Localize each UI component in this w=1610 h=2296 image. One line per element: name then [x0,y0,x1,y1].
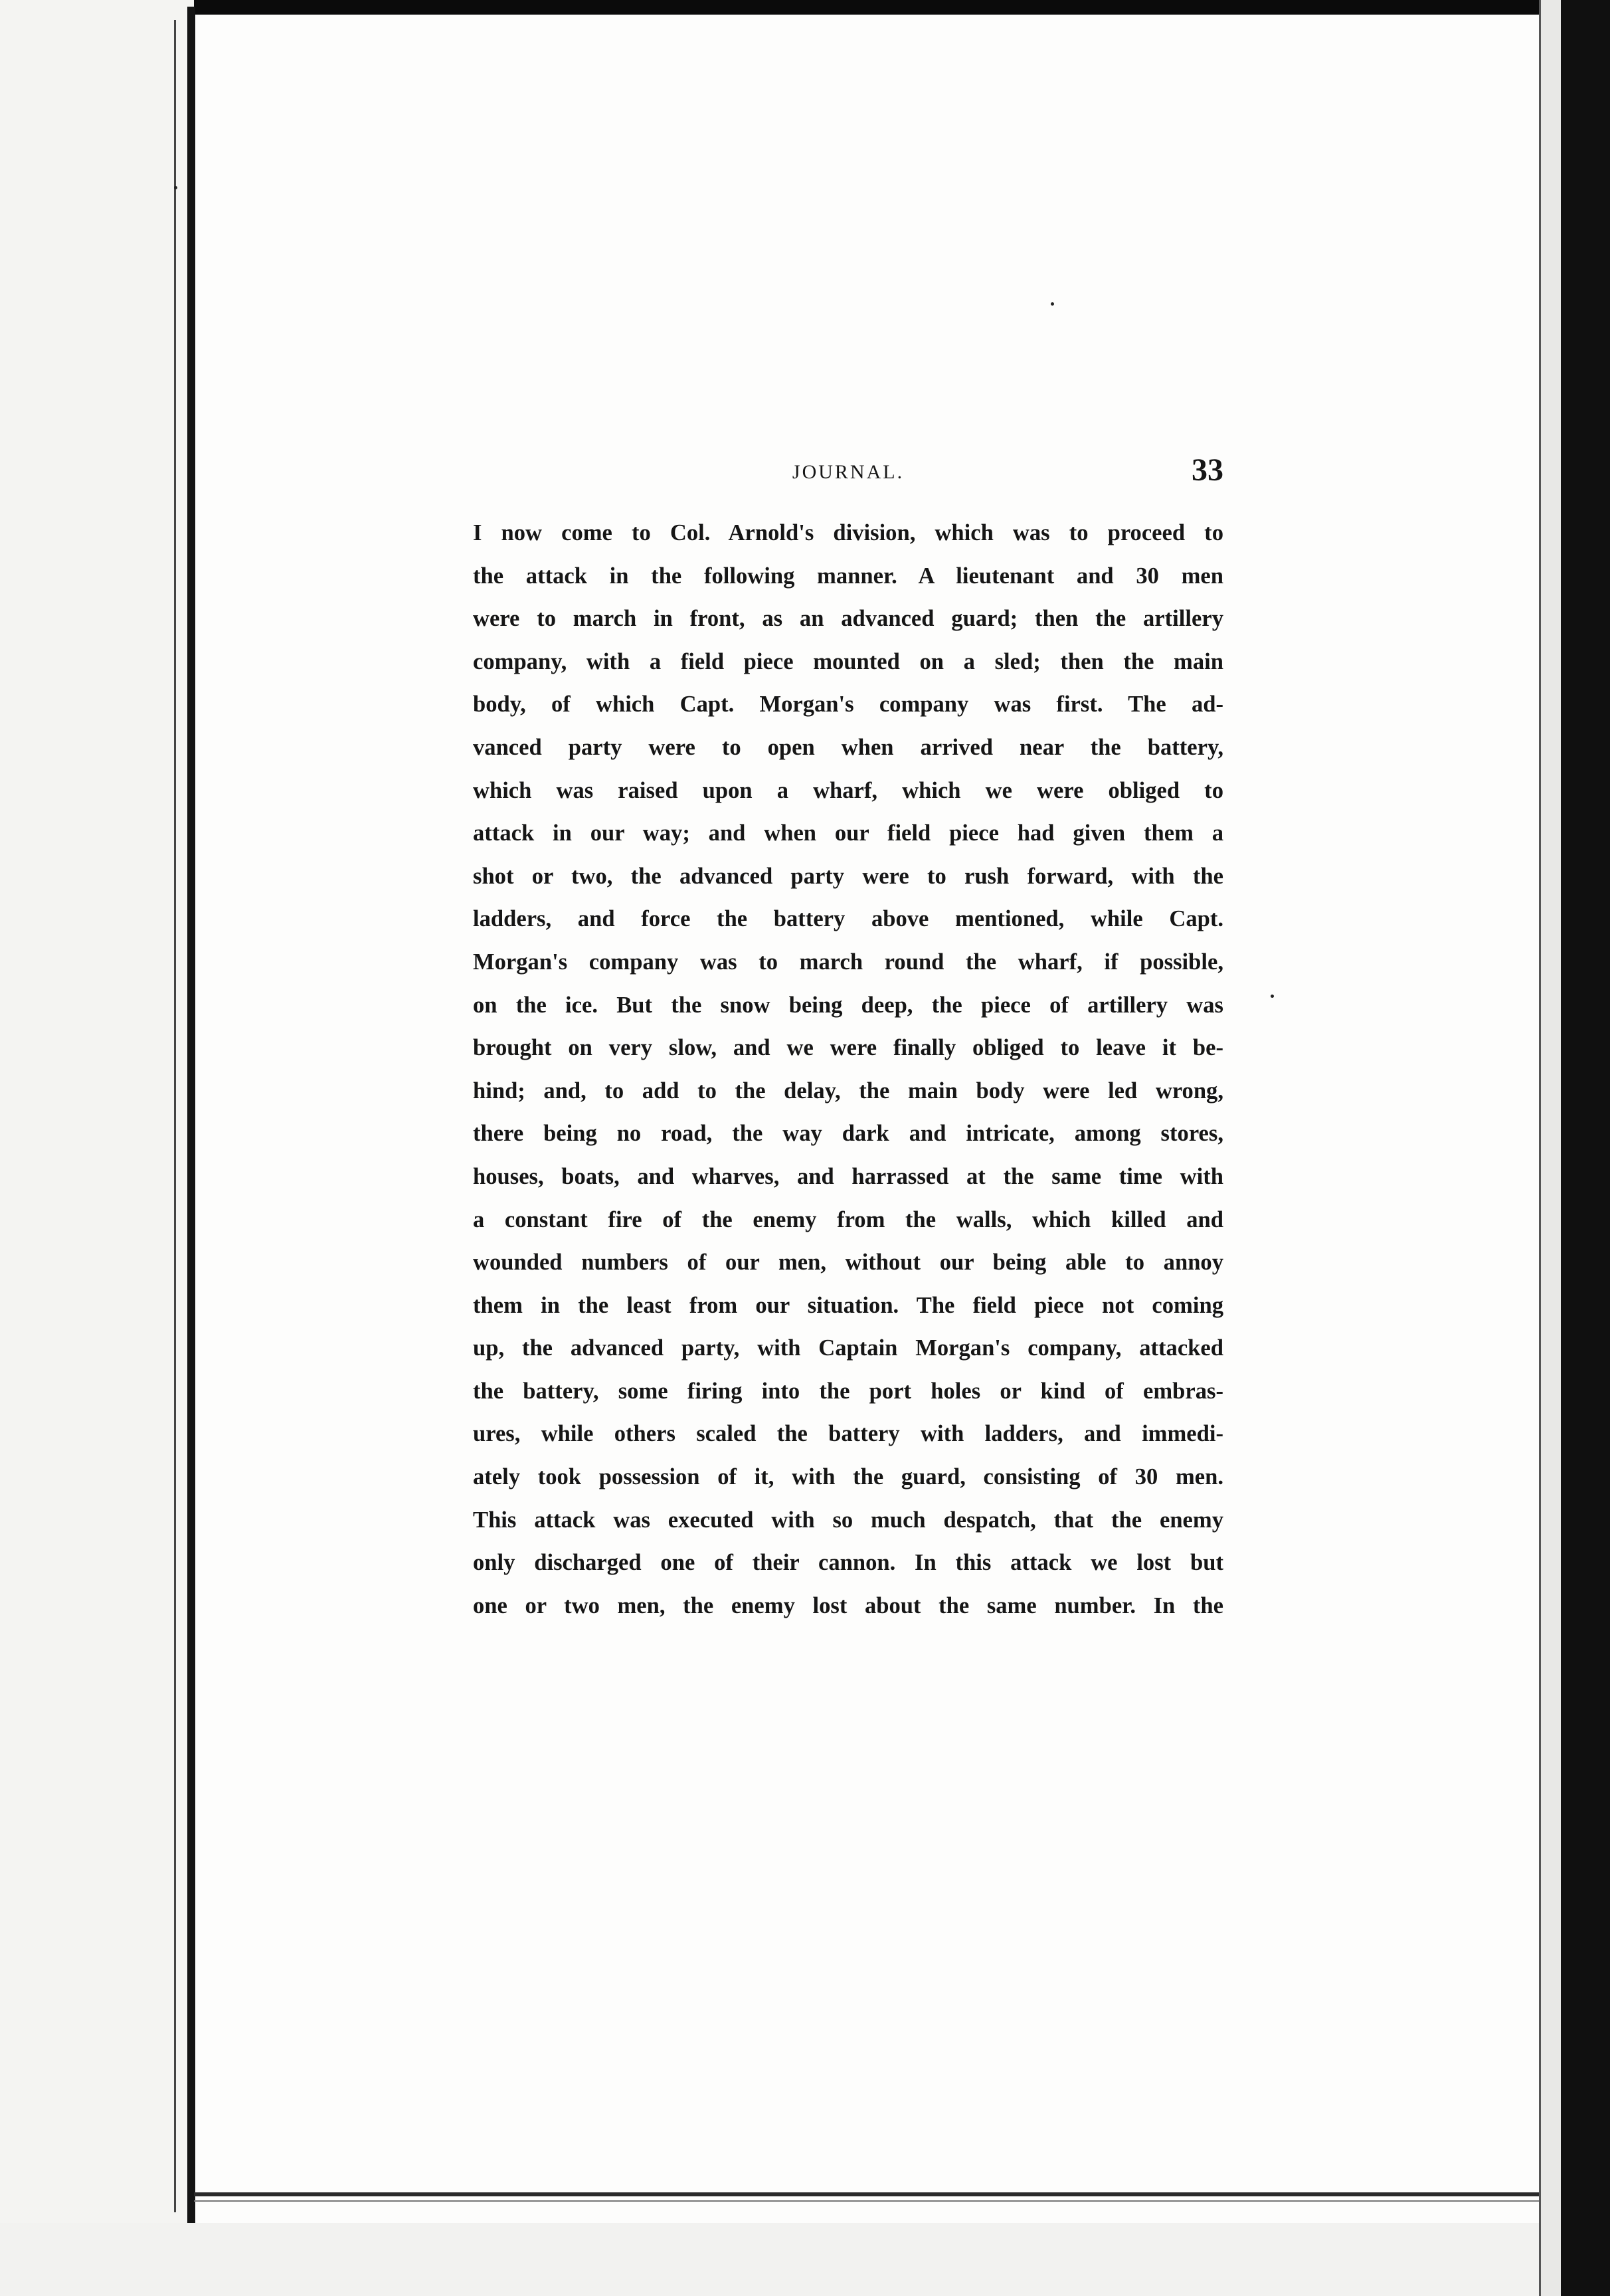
text-line: them in the least from our situation. The field piece not coming [473,1292,1223,1318]
text-line: ladders, and force the battery above mentioned, while Capt. [473,906,1223,932]
text-line: shot or two, the advanced party were to rush forward, with the [473,863,1223,889]
page-bottom-edge-shadow [194,2200,1562,2202]
text-line: houses, boats, and wharves, and harrassed at the same time with [473,1163,1223,1189]
text-line: there being no road, the way dark and intricate, among stores, [473,1121,1223,1147]
text-line: Morgan's company was to march round the wharf, if possible, [473,949,1223,975]
text-line: attack in our way; and when our field piece had given them a [473,820,1223,846]
text-line: hind; and, to add to the delay, the main body were led wrong, [473,1078,1223,1103]
page-right-edge [1539,0,1561,2296]
scan-right-border [1561,0,1610,2296]
text-line: which was raised upon a wharf, which we were obliged to [473,777,1223,803]
paper-speck [174,186,177,189]
text-line: vanced party were to open when arrived near the battery, [473,734,1223,760]
text-line: one or two men, the enemy lost about the same number. In the [473,1592,1223,1618]
paper-speck [1051,302,1054,306]
body-paragraph [473,512,1223,1627]
running-title: JOURNAL. [792,461,905,483]
text-line: up, the advanced party, with Captain Morgan's company, attacked [473,1335,1223,1361]
paper-speck [1271,995,1274,998]
text-line: were to march in front, as an advanced guard; then the artillery [473,606,1223,632]
text-line: body, of which Capt. Morgan's company was first. The ad- [473,692,1223,718]
text-line: I now come to Col. Arnold's division, which was to proceed to [473,520,1223,545]
text-line: the battery, some firing into the port holes or kind of embras- [473,1378,1223,1404]
text-line: ately took possession of it, with the guard, consisting of 30 men. [473,1464,1223,1490]
text-line: wounded numbers of our men, without our being able to annoy [473,1250,1223,1276]
text-line: This attack was executed with so much despatch, that the enemy [473,1507,1223,1533]
scan-bottom-margin [0,2223,1610,2296]
text-line: a constant fire of the enemy from the walls, which killed and [473,1206,1223,1232]
text-line: on the ice. But the snow being deep, the piece of artillery was [473,992,1223,1018]
book-page [473,452,1223,1627]
page-bottom-edge [194,2192,1562,2196]
binding-shadow [174,20,176,2212]
text-line: brought on very slow, and we were finally obliged to leave it be- [473,1035,1223,1061]
page-number: 33 [1192,452,1223,488]
binding-line [187,7,195,2226]
text-line: company, with a field piece mounted on a sled; then the main [473,648,1223,674]
text-line: ures, while others scaled the battery with ladders, and immedi- [473,1421,1223,1447]
facing-page-gutter [0,0,194,2296]
text-line: only discharged one of their cannon. In this attack we lost but [473,1550,1223,1576]
scan-top-border [0,0,1610,15]
text-line: the attack in the following manner. A lieutenant and 30 men [473,563,1223,589]
running-head [473,452,1223,505]
